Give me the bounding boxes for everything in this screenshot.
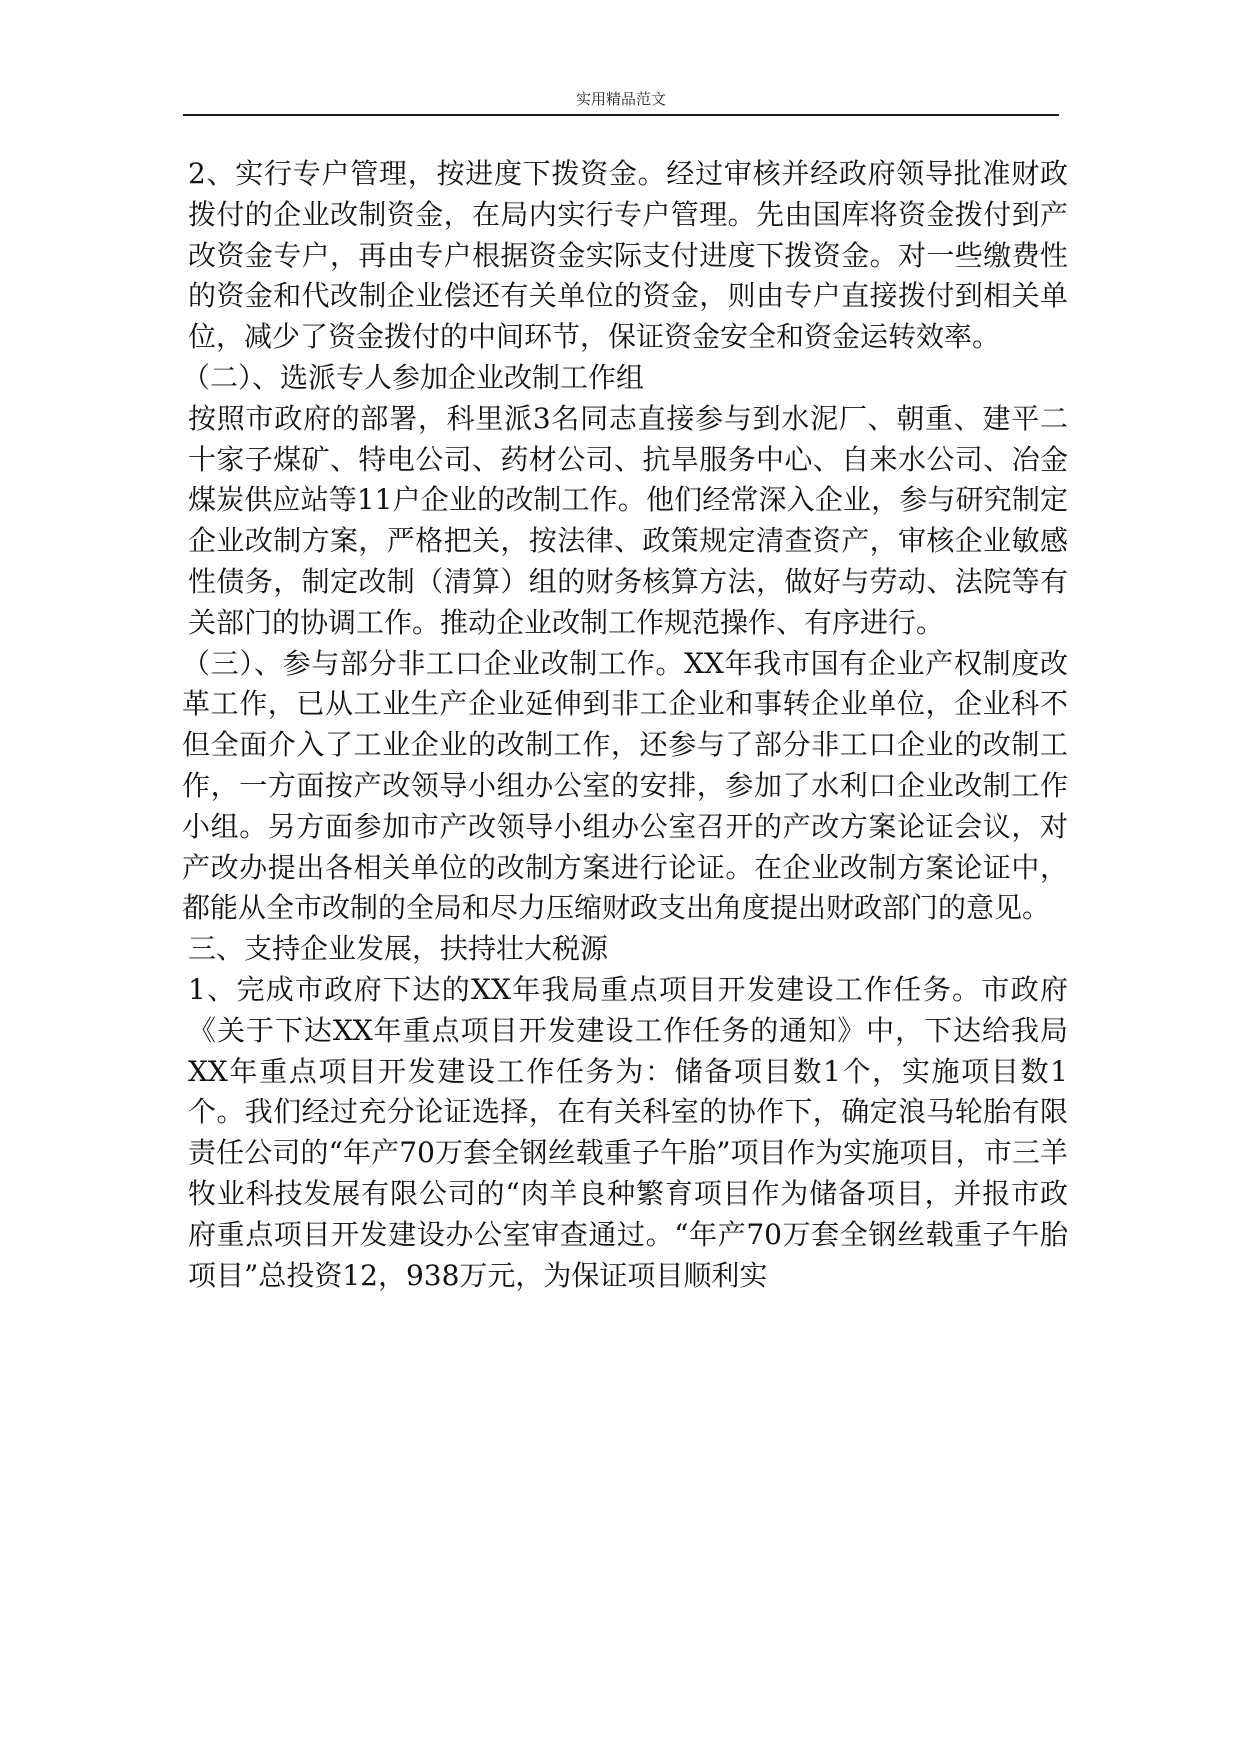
page-header <box>183 82 1059 116</box>
header-title: 实用精品范文 <box>575 90 666 108</box>
paragraph-non-industrial-reform: （三）、参与部分非工口企业改制工作。XX年我市国有企业产权制度改革工作，已从工业生产企业延伸到非工企业和事转企业单位，企业科不但全面介入了工业企业的改制工作，还参与了部分非工口企业的改制工作，一方面按产改领导小组办公室的安排，参加了水利口企业改制工作小组。另方面参加市产改领导小组办公室召开的产改方案论证会议，对产改办提出各相关单位的改制方案进行论证。在企业改制方案论证中，都能从全市改制的全局和尽力压缩财政支出角度提出财政部门的意见。 <box>182 646 1068 925</box>
section-heading-support-enterprise: 三、支持企业发展，扶持壮大税源 <box>188 932 609 966</box>
section-heading-reform-team: （二）、选派专人参加企业改制工作组 <box>182 360 645 394</box>
paragraph-key-projects: 1、完成市政府下达的XX年我局重点项目开发建设工作任务。市政府《关于下达XX年重点项目开发建设工作任务的通知》中，下达给我局XX年重点项目开发建设工作任务为：储备项目数1个，实施项目数1个。我们经过充分论证选择，在有关科室的协作下，确定浪马轮胎有限责任公司的“年产70万套全钢丝载重子午胎”项目作为实施项目，市三羊牧业科技发展有限公司的“肉羊良种繁育项目作为储备项目，并报市政府重点项目开发建设办公室审查通过。“年产70万套全钢丝载重子午胎项目”总投资12，938万元，为保证项目顺利实 <box>188 972 1068 1292</box>
paragraph-reform-team: 按照市政府的部署，科里派3名同志直接参与到水泥厂、朝重、建平二十家子煤矿、特电公司、药材公司、抗旱服务中心、自来水公司、冶金煤炭供应站等11户企业的改制工作。他们经常深入企业，参与研究制定企业改制方案，严格把关，按法律、政策规定清查资产，审核企业敏感性债务，制定改制（清算）组的财务核算方法，做好与劳动、法院等有关部门的协调工作。推动企业改制工作规范操作、有序进行。 <box>188 401 1068 639</box>
paragraph-fund-management: 2、实行专户管理，按进度下拨资金。经过审核并经政府领导批准财政拨付的企业改制资金，在局内实行专户管理。先由国库将资金拨付到产改资金专户，再由专户根据资金实际支付进度下拨资金。对一些缴费性的资金和代改制企业偿还有关单位的资金，则由专户直接拨付到相关单位，减少了资金拨付的中间环节，保证资金安全和资金运转效率。 <box>188 157 1068 354</box>
document-body <box>182 154 1068 1296</box>
